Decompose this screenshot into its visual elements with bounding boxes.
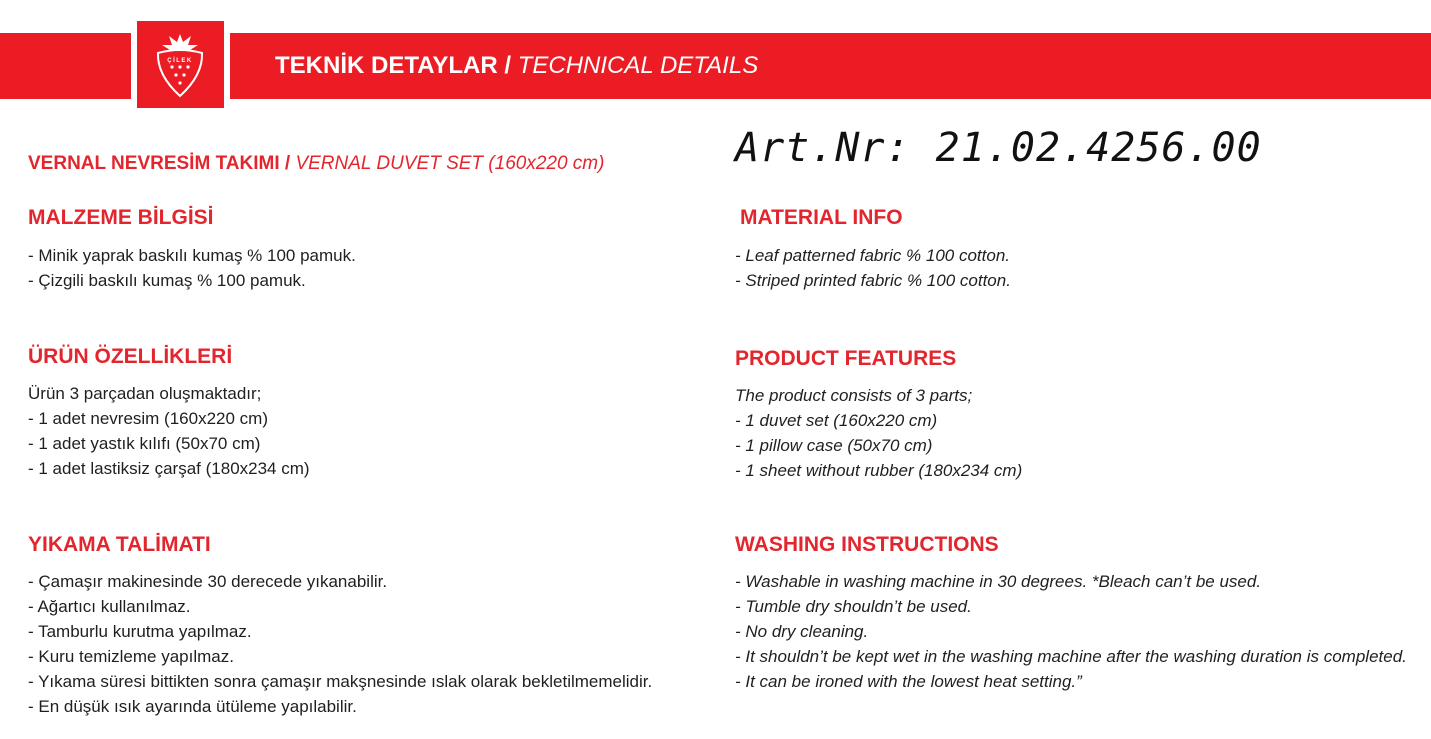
washing-list-en — [735, 569, 1407, 694]
list-item: - It can be ironed with the lowest heat setting.” — [735, 672, 1082, 691]
list-item: - Tumble dry shouldn’t be used. — [735, 597, 972, 616]
strawberry-icon — [136, 20, 225, 109]
article-number: Art.Nr: 21.02.4256.00 — [735, 125, 1262, 171]
material-heading-en: MATERIAL INFO — [740, 206, 903, 229]
features-list-tr — [28, 381, 310, 481]
title-separator: / — [497, 52, 518, 79]
features-heading-tr: ÜRÜN ÖZELLİKLERİ — [28, 345, 233, 368]
list-item: - Kuru temizleme yapılmaz. — [28, 647, 234, 666]
list-item: - 1 adet yastık kılıfı (50x70 cm) — [28, 434, 261, 453]
list-item: - 1 duvet set (160x220 cm) — [735, 411, 938, 430]
title-tr: TEKNİK DETAYLAR — [275, 52, 498, 79]
list-item: - It shouldn’t be kept wet in the washing machine after the washing duration is completed. — [735, 647, 1407, 666]
list-item: - 1 pillow case (50x70 cm) — [735, 436, 933, 455]
list-item: - 1 sheet without rubber (180x234 cm) — [735, 461, 1023, 480]
list-item: - Yıkama süresi bittikten sonra çamaşır makşnesinde ıslak olarak bekletilmemelidir. — [28, 672, 653, 691]
list-item: - No dry cleaning. — [735, 622, 869, 641]
list-item: - Washable in washing machine in 30 degrees. *Bleach can’t be used. — [735, 572, 1262, 591]
product-separator: / — [279, 153, 296, 174]
product-title — [28, 153, 604, 175]
list-item: - 1 adet nevresim (160x220 cm) — [28, 409, 268, 428]
washing-list-tr — [28, 569, 652, 719]
list-item: - 1 adet lastiksiz çarşaf (180x234 cm) — [28, 459, 310, 478]
material-heading-tr: MALZEME BİLGİSİ — [28, 206, 214, 229]
list-item: - Minik yaprak baskılı kumaş % 100 pamuk. — [28, 246, 356, 265]
washing-heading-en: WASHING INSTRUCTIONS — [735, 533, 999, 556]
features-list-en — [735, 383, 1022, 483]
brand-logo — [136, 20, 225, 109]
title-en: TECHNICAL DETAILS — [517, 52, 759, 79]
product-name-tr: VERNAL NEVRESİM TAKIMI — [28, 153, 280, 174]
page-title — [275, 33, 758, 99]
list-item: - Çamaşır makinesinde 30 derecede yıkanabilir. — [28, 572, 388, 591]
material-list-en — [735, 243, 1011, 293]
product-name-en: VERNAL DUVET SET (160x220 cm) — [295, 153, 605, 174]
list-item: - En düşük ısık ayarında ütüleme yapılabilir. — [28, 697, 357, 716]
list-item: - Tamburlu kurutma yapılmaz. — [28, 622, 252, 641]
washing-heading-tr: YIKAMA TALİMATI — [28, 533, 211, 556]
list-item: - Striped printed fabric % 100 cotton. — [735, 271, 1011, 290]
list-item: - Ağartıcı kullanılmaz. — [28, 597, 191, 616]
list-item: - Leaf patterned fabric % 100 cotton. — [735, 246, 1011, 265]
list-item: Ürün 3 parçadan oluşmaktadır; — [28, 384, 262, 403]
material-list-tr — [28, 243, 356, 293]
list-item: - Çizgili baskılı kumaş % 100 pamuk. — [28, 271, 306, 290]
features-heading-en: PRODUCT FEATURES — [735, 347, 957, 370]
list-item: The product consists of 3 parts; — [735, 386, 973, 405]
logo-text: ÇİLEK — [167, 58, 193, 64]
